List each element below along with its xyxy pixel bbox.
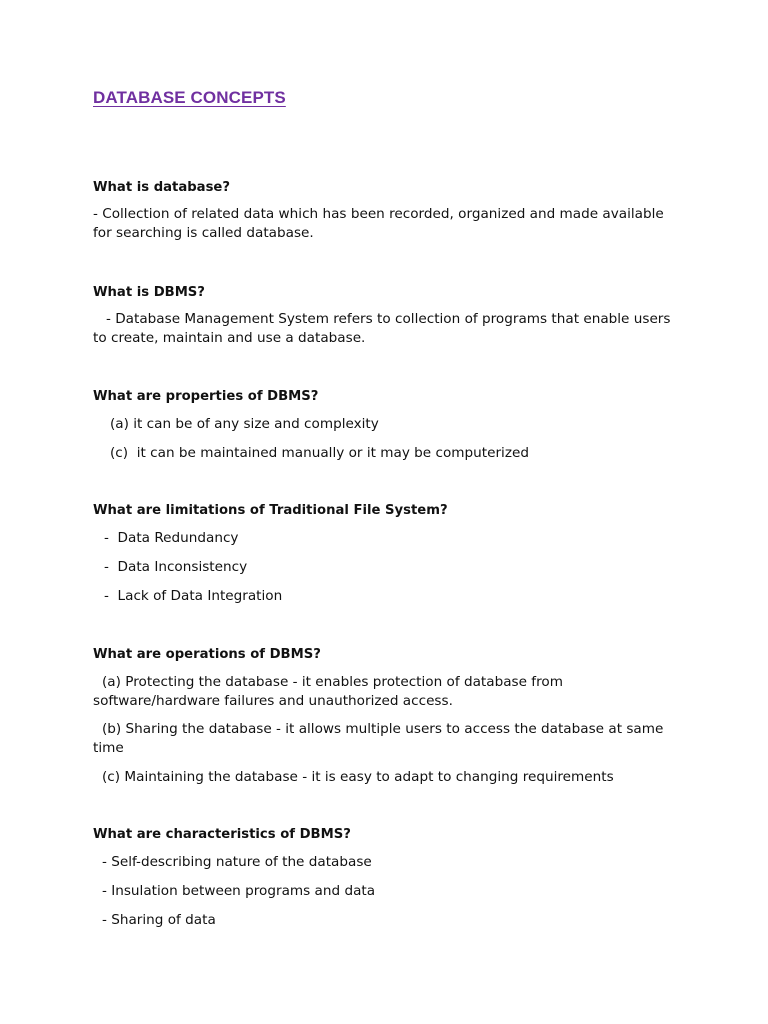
list-item: - Lack of Data Integration	[104, 588, 283, 604]
question-heading: What are operations of DBMS?	[93, 647, 321, 662]
question-heading: What is DBMS?	[93, 285, 205, 300]
answer-item: (c) Maintaining the database - it is easy to adapt to changing requirements	[102, 769, 614, 785]
list-item: - Sharing of data	[102, 912, 216, 928]
question-heading: What are characteristics of DBMS?	[93, 827, 351, 842]
list-item: - Data Inconsistency	[104, 559, 248, 575]
question-heading: What are properties of DBMS?	[93, 389, 319, 404]
answer-text: - Database Management System refers to collection of programs that enable users to create, maintain and use a database.	[93, 311, 675, 346]
list-item: - Data Redundancy	[104, 530, 239, 546]
question-heading: What are limitations of Traditional File System?	[93, 503, 448, 518]
answer-text: - Collection of related data which has been recorded, organized and made available for searching is called database.	[93, 206, 664, 241]
answer-item: (a) it can be of any size and complexity	[110, 416, 379, 432]
question-heading: What is database?	[93, 180, 231, 195]
answer-item: (c) it can be maintained manually or it may be computerized	[110, 445, 529, 461]
page-title: DATABASE CONCEPTS	[93, 88, 286, 107]
answer-item: (a) Protecting the database - it enables protection of database from software/hardware failures and unauthorized access.	[93, 674, 563, 709]
answer-item: (b) Sharing the database - it allows multiple users to access the database at same time	[93, 721, 664, 756]
list-item: - Insulation between programs and data	[102, 883, 376, 899]
list-item: - Self-describing nature of the database	[102, 854, 372, 870]
